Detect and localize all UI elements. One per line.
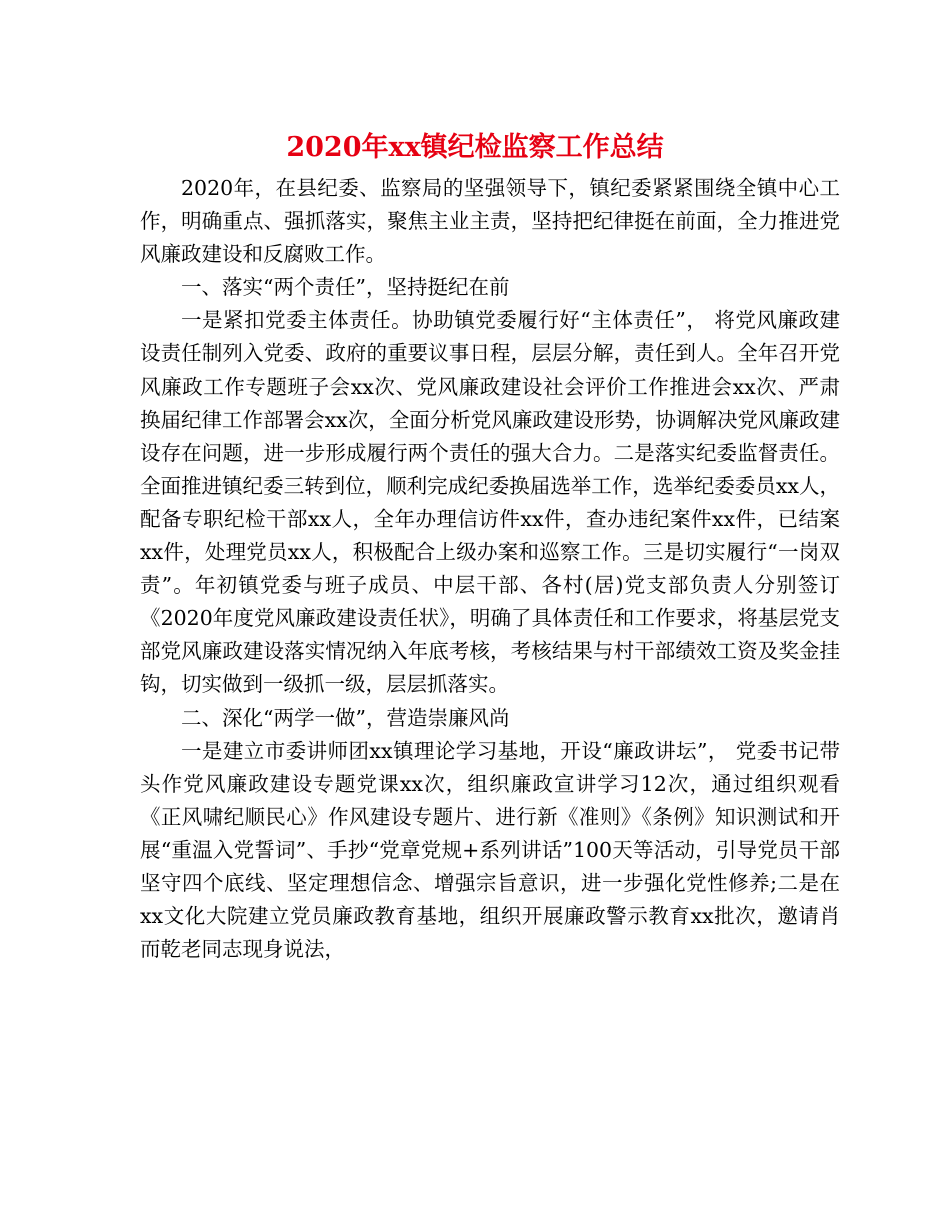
document-body — [140, 172, 840, 966]
paragraph-section-1: 一是紧扣党委主体责任。协助镇党委履行好“主体责任”， 将党风廉政建设责任制列入党委、政府的重要议事日程，层层分解，责任到人。全年召开党风廉政工作专题班子会xx次、党风廉政建设社会评价工作推进会xx次、严肃换届纪律工作部署会xx次，全面分析党风廉政建设形势，协调解决党风廉政建设存在问题，进一步形成履行两个责任的强大合力。二是落实纪委监督责任。全面推进镇纪委三转到位，顺利完成纪委换届选举工作，选举纪委委员xx人，配备专职纪检干部xx人，全年办理信访件xx件，查办违纪案件xx件，已结案xx件，处理党员xx人，积极配合上级办案和巡察工作。三是切实履行“一岗双责”。年初镇党委与班子成员、中层干部、各村(居)党支部负责人分别签订《2020年度党风廉政建设责任状》，明确了具体责任和工作要求，将基层党支部党风廉政建设落实情况纳入年底考核，考核结果与村干部绩效工资及奖金挂钩，切实做到一级抓一级，层层抓落实。 — [140, 308, 840, 697]
document-title: 2020年xx镇纪检监察工作总结 — [286, 132, 664, 163]
paragraph-intro: 2020年，在县纪委、监察局的坚强领导下，镇纪委紧紧围绕全镇中心工作，明确重点、强抓落实，聚焦主业主责，坚持把纪律挺在前面，全力推进党风廉政建设和反腐败工作。 — [140, 176, 840, 267]
heading-section-1: 一、落实“两个责任”，坚持挺纪在前 — [181, 275, 510, 300]
paragraph-section-2: 一是建立市委讲师团xx镇理论学习基地，开设“廉政讲坛”， 党委书记带头作党风廉政建设专题党课xx次，组织廉政宣讲学习12次，通过组织观看《正风啸纪顺民心》作风建设专题片、进行新《准则》《条例》知识测试和开展“重温入党誓词”、手抄“党章党规+系列讲话”100天等活动，引导党员干部坚守四个底线、坚定理想信念、增强宗旨意识，进一步强化党性修养;二是在xx文化大院建立党员廉政教育基地，组织开展廉政警示教育xx批次，邀请肖而乾老同志现身说法， — [140, 738, 840, 962]
heading-section-2: 二、深化“两学一做”，营造崇廉风尚 — [181, 705, 510, 730]
